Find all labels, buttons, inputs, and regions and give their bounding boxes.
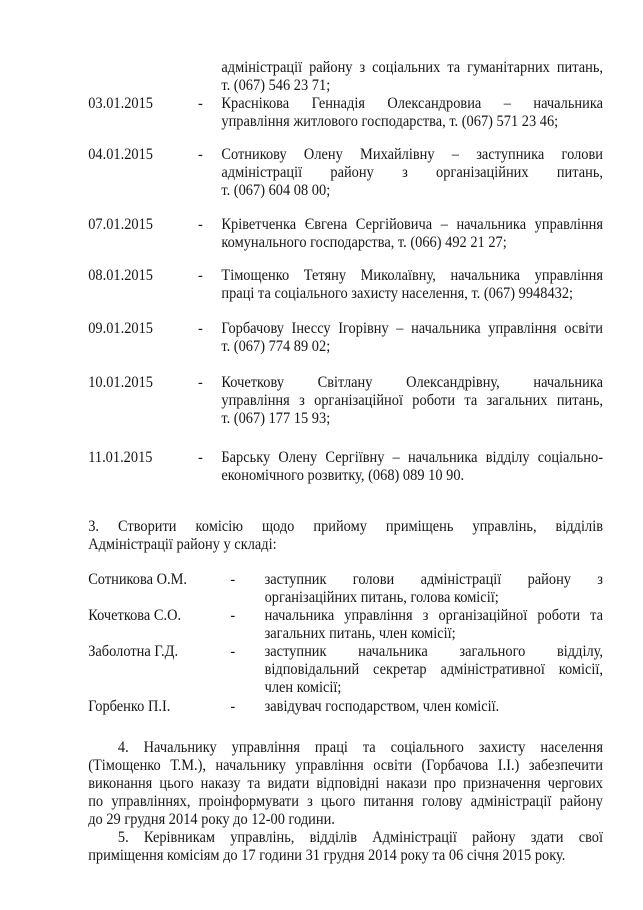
dash-separator: - [230, 643, 236, 660]
commission-member-name: Сотникова О.М. [88, 571, 187, 588]
duty-person-line: економічного розвитку, (068) 089 10 90. [221, 467, 465, 484]
section-4-line: 4. Начальнику управління праці та соціального захисту населення [117, 739, 603, 756]
section-4-line: до 29 грудня 2014 року до 12-00 години. [88, 811, 335, 828]
duty-date: 04.01.2015 [88, 146, 153, 163]
duty-person-line: Барську Олену Сергіївну – начальника відділу соціально- [221, 449, 603, 466]
duty-date: 08.01.2015 [88, 267, 153, 284]
dash-separator: - [230, 607, 236, 624]
section-4-line: виконання цього наказу та видати відповідні накази про призначення чергових [88, 775, 603, 792]
duty-person-line: т. (067) 177 15 93; [221, 410, 331, 427]
commission-member-role: загальних питань, член комісії; [264, 625, 456, 642]
commission-member-role: заступник начальника загального відділу, [264, 643, 603, 660]
dash-separator: - [198, 320, 203, 337]
duty-person-line: т. (067) 774 89 02; [221, 338, 331, 355]
commission-member-role: відповідальний секретар адміністративної комісії, [264, 661, 603, 678]
duty-person-line: управління житлового господарства, т. (067) 571 23 46; [221, 113, 559, 130]
commission-member-role: завідувач господарством, член комісії. [264, 698, 500, 715]
dash-separator: - [198, 449, 203, 466]
dash-separator: - [230, 698, 236, 715]
duty-person-line: комунального господарства, т. (066) 492 21 27; [221, 234, 507, 251]
dash-separator: - [230, 571, 236, 588]
duty-person-line: адміністрації району з організаційних питань, [221, 164, 603, 181]
duty-person-line: Сотникову Олену Михайлівну – заступника голови [221, 146, 603, 163]
section-5-line: приміщення комісіям до 17 години 31 грудня 2014 року та 06 січня 2015 року. [88, 847, 566, 864]
section-5-line: 5. Керівникам управлінь, відділів Адміністрації району здати свої [117, 829, 603, 846]
section-4-line: (Тімощенко Т.М.), начальнику управління освіти (Горбачова І.І.) забезпечити [88, 757, 603, 774]
commission-member-role: член комісії; [264, 679, 342, 696]
dash-separator: - [198, 374, 203, 391]
dash-separator: - [198, 267, 203, 284]
commission-member-role: організаційних питань, голова комісії; [264, 589, 499, 606]
dash-separator: - [198, 216, 203, 233]
dash-separator: - [198, 146, 203, 163]
dash-separator: - [198, 95, 203, 112]
duty-person-line: Краснікова Геннадія Олександровиа – начальника [221, 95, 603, 112]
duty-person-line: праці та соціального захисту населення, т. (067) 9948432; [221, 285, 574, 302]
duty-date: 11.01.2015 [88, 449, 153, 466]
duty-date: 07.01.2015 [88, 216, 153, 233]
duty-person-line: Кріветченка Євгена Сергійовича – начальника управління [221, 216, 603, 233]
commission-member-role: заступник голови адміністрації району з [264, 571, 603, 588]
duty-date: 10.01.2015 [88, 374, 153, 391]
section-3-line: Адміністрації району у складі: [88, 536, 277, 553]
duty-person-line: адміністрації району з соціальних та гуманітарних питань, [221, 59, 603, 76]
commission-member-name: Заболотна Г.Д. [88, 643, 179, 660]
commission-member-role: начальника управління з організаційної роботи та [264, 607, 603, 624]
commission-member-name: Горбенко П.І. [88, 698, 171, 715]
duty-person-line: Горбачову Інессу Ігорівну – начальника управління освіти [221, 320, 603, 337]
section-4-line: по управліннях, проінформувати з цього питання голову адміністрації району [88, 793, 603, 810]
duty-date: 09.01.2015 [88, 320, 153, 337]
commission-member-name: Кочеткова С.О. [88, 607, 182, 624]
duty-person-line: управління з організаційної роботи та загальних питань, [221, 392, 603, 409]
duty-person-line: т. (067) 604 08 00; [221, 182, 331, 199]
duty-person-line: Тімощенко Тетяну Миколаївну, начальника управління [221, 267, 603, 284]
duty-person-line: т. (067) 546 23 71; [221, 77, 331, 94]
section-3-line: 3. Створити комісію щодо прийому приміщень управлінь, відділів [88, 518, 603, 535]
duty-date: 03.01.2015 [88, 95, 153, 112]
duty-person-line: Кочеткову Світлану Олександрівну, начальника [221, 374, 603, 391]
